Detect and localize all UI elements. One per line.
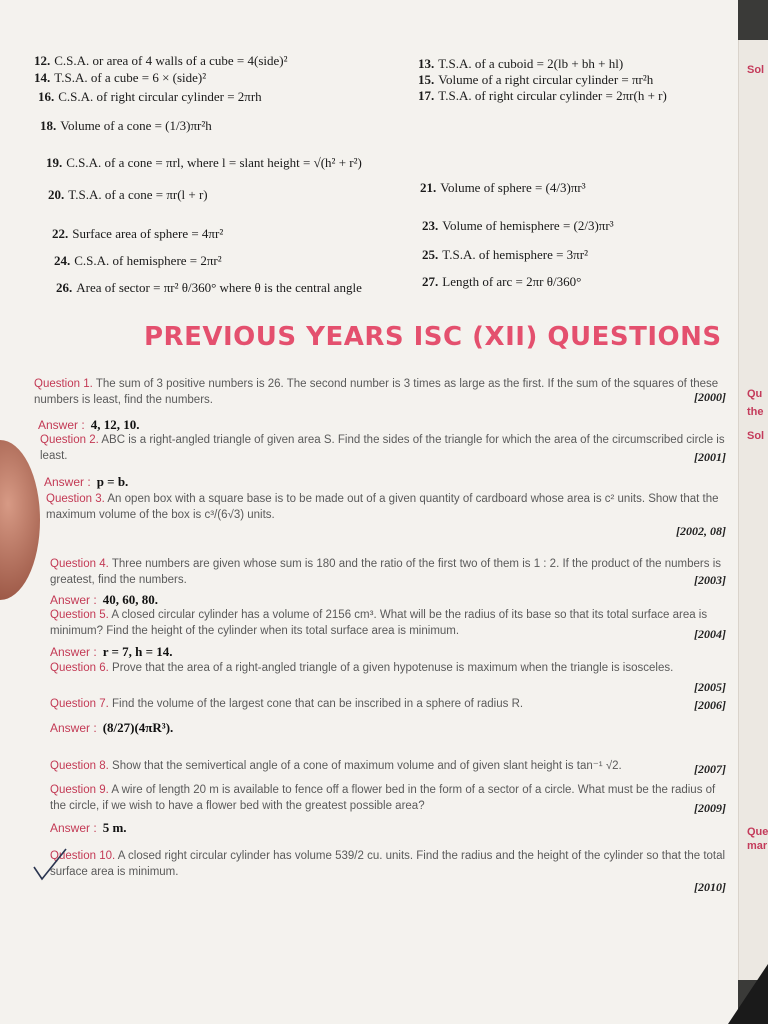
question-5: Question 5. A closed circular cylinder has a volume of 2156 cm³. What will be the radius of its base so that its total surface area is minimum? Find the height of the cylinder when its total surface area is minimum. bbox=[50, 609, 708, 637]
formula-20: 20. T.S.A. of a cone = πr(l + r) bbox=[48, 187, 208, 202]
question-8: Question 8. Show that the semivertical angle of a cone of maximum volume and of given slant height is tan⁻¹ √2. bbox=[50, 760, 622, 772]
formula-27: 27. Length of arc = 2πr θ/360° bbox=[422, 274, 582, 289]
formula-22: 22. Surface area of sphere = 4πr² bbox=[52, 226, 224, 241]
question-1-year: [2000] bbox=[694, 390, 726, 404]
edge-label-2: Qu bbox=[747, 388, 763, 400]
formula-26: 26. Area of sector = πr² θ/360° where θ is the central angle bbox=[56, 280, 362, 295]
formula-25: 25. T.S.A. of hemisphere = 3πr² bbox=[422, 247, 588, 262]
edge-label-6: mar bbox=[747, 840, 768, 852]
edge-label-4: Sol bbox=[747, 430, 765, 442]
answer-9: Answer : 5 m. bbox=[50, 820, 127, 835]
question-4: Question 4. Three numbers are given whose sum is 180 and the ratio of the first two of them is 1 : 2. If the product of the numbers is greatest, find the numbers. bbox=[50, 558, 721, 586]
formula-24: 24. C.S.A. of hemisphere = 2πr² bbox=[54, 253, 222, 268]
question-8-year: [2007] bbox=[694, 762, 726, 776]
formula-17: 17. T.S.A. of right circular cylinder = 2πr(h + r) bbox=[418, 88, 667, 103]
question-3: Question 3. An open box with a square base is to be made out of a given quantity of cardboard whose area is c² units. Show that the maximum volume of the box is c³/(6√3) units. bbox=[46, 493, 719, 521]
question-6: Question 6. Prove that the area of a right-angled triangle of a given hypotenuse is maximum when the triangle is isosceles. bbox=[50, 662, 674, 674]
formula-23: 23. Volume of hemisphere = (2/3)πr³ bbox=[422, 218, 614, 233]
question-9: Question 9. A wire of length 20 m is available to fence off a flower bed in the form of a sector of a circle. What must be the radius of the circle, if we wish to have a flower bed with the greatest possible area? bbox=[50, 784, 716, 812]
question-7-year: [2006] bbox=[694, 698, 726, 712]
formula-15: 15. Volume of a right circular cylinder = πr²h bbox=[418, 72, 654, 87]
question-6-year: [2005] bbox=[694, 680, 726, 694]
edge-label-3: the bbox=[747, 406, 764, 418]
formula-18: 18. Volume of a cone = (1/3)πr²h bbox=[40, 118, 212, 133]
question-5-year: [2004] bbox=[694, 627, 726, 641]
section-title: PREVIOUS YEARS ISC (XII) QUESTIONS bbox=[144, 322, 722, 352]
formula-12: 12. C.S.A. or area of 4 walls of a cube = 4(side)² bbox=[34, 53, 288, 68]
answer-7: Answer : (8/27)(4πR³). bbox=[50, 720, 174, 735]
formula-16: 16. C.S.A. of right circular cylinder = 2πrh bbox=[38, 89, 262, 104]
edge-label-1: Sol bbox=[747, 64, 765, 76]
question-3-year: [2002, 08] bbox=[676, 524, 726, 538]
formula-19: 19. C.S.A. of a cone = πrl, where l = slant height = √(h² + r²) bbox=[46, 155, 362, 170]
next-page-edge bbox=[738, 40, 768, 980]
question-9-year: [2009] bbox=[694, 801, 726, 815]
question-2: Question 2. ABC is a right-angled triangle of given area S. Find the sides of the triangle for which the area of the circumscribed circle is least. bbox=[40, 434, 725, 462]
answer-4: Answer : 40, 60, 80. bbox=[50, 592, 158, 607]
question-10: Question 10. A closed right circular cylinder has volume 539/2 cu. units. Find the radius and the height of the cylinder so that the total surface area is minimum. bbox=[50, 850, 726, 878]
answer-1: Answer : 4, 12, 10. bbox=[38, 417, 140, 432]
question-10-year: [2010] bbox=[694, 880, 726, 894]
answer-5: Answer : r = 7, h = 14. bbox=[50, 644, 173, 659]
formula-21: 21. Volume of sphere = (4/3)πr³ bbox=[420, 180, 586, 195]
question-1: Question 1. The sum of 3 positive numbers is 26. The second number is 3 times as large as the first. If the sum of the squares of these numbers is least, find the numbers. bbox=[34, 378, 719, 406]
formula-13: 13. T.S.A. of a cuboid = 2(lb + bh + hl) bbox=[418, 56, 624, 71]
question-4-year: [2003] bbox=[694, 573, 726, 587]
question-7: Question 7. Find the volume of the largest cone that can be inscribed in a sphere of radius R. bbox=[50, 698, 524, 710]
formula-14: 14. T.S.A. of a cube = 6 × (side)² bbox=[34, 70, 207, 85]
pen-tick-mark-icon bbox=[30, 845, 70, 885]
answer-2: Answer : p = b. bbox=[44, 474, 129, 489]
thumb-photo-artifact bbox=[0, 440, 40, 600]
question-2-year: [2001] bbox=[694, 450, 726, 464]
edge-label-5: Que bbox=[747, 826, 768, 838]
